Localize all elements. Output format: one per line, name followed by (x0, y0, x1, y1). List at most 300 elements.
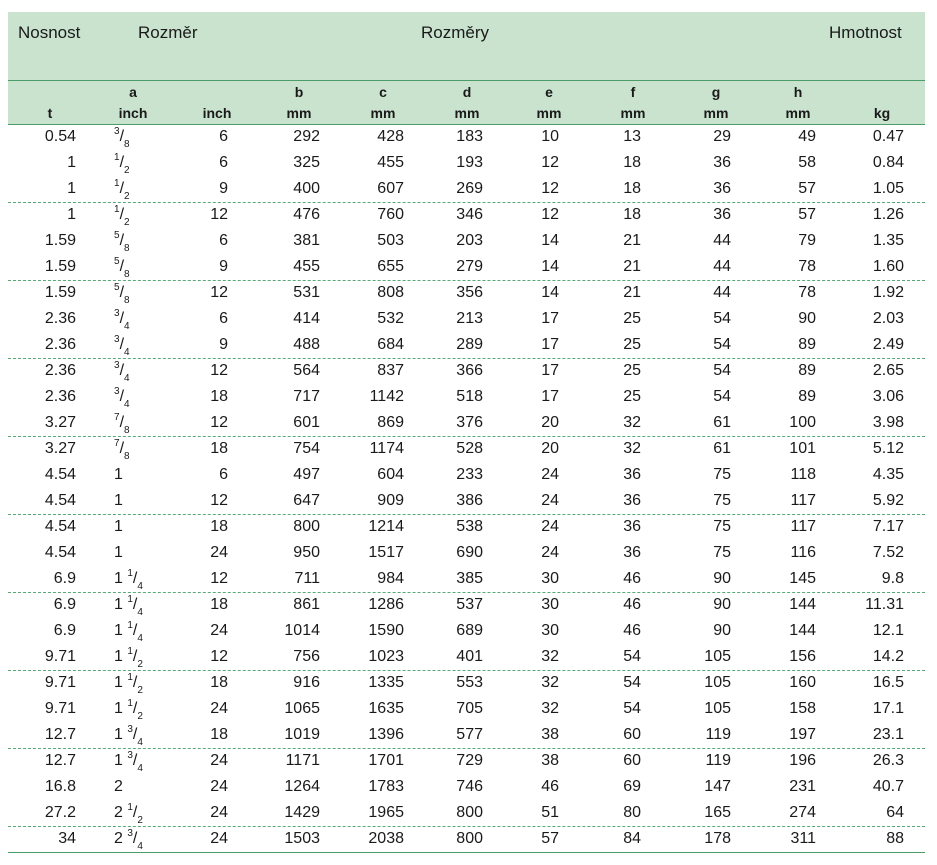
cell-capacity-t: 4.54 (44, 518, 76, 535)
cell-dim-b: 950 (293, 544, 320, 561)
cell-size-a-inch: $^1/_2$ (114, 203, 130, 229)
header-rozmer: Rozměr (138, 23, 198, 42)
cell-dim-g: 105 (704, 700, 731, 717)
cell-capacity-t: 6.9 (53, 622, 76, 639)
cell-size-a-inch: $^1/_2$ (114, 177, 130, 203)
cell-dim-d: 279 (456, 258, 483, 275)
cell-dim-e: 30 (541, 596, 559, 613)
cell-dim-d: 690 (456, 544, 483, 561)
cell-dim-b: 1065 (284, 700, 320, 717)
cell-size-inch: 6 (219, 128, 228, 145)
table-row (8, 697, 925, 723)
cell-dim-h: 156 (789, 648, 816, 665)
cell-dim-d: 376 (456, 414, 483, 431)
cell-size-a-inch: 1 $^1/_2$ (114, 671, 143, 697)
table-row (8, 749, 925, 775)
cell-dim-d: 729 (456, 752, 483, 769)
cell-dim-c: 604 (377, 466, 404, 483)
cell-dim-h: 89 (798, 388, 816, 405)
cell-capacity-t: 2.36 (44, 310, 76, 327)
cell-dim-f: 21 (623, 284, 641, 301)
cell-dim-b: 400 (293, 180, 320, 197)
cell-dim-c: 984 (377, 570, 404, 587)
cell-dim-f: 13 (623, 128, 641, 145)
cell-dim-h: 144 (789, 596, 816, 613)
cell-dim-d: 537 (456, 596, 483, 613)
cell-dim-g: 105 (704, 674, 731, 691)
cell-dim-c: 1965 (368, 804, 404, 821)
cell-size-a-inch: $^3/_4$ (114, 385, 130, 411)
cell-size-a-inch: $^7/_8$ (114, 437, 130, 463)
header-unit-t: t (47, 105, 53, 121)
cell-dim-h: 160 (789, 674, 816, 691)
cell-dim-g: 75 (713, 492, 731, 509)
cell-dim-g: 75 (713, 466, 731, 483)
cell-capacity-t: 4.54 (44, 544, 76, 561)
cell-weight-kg: 5.12 (872, 440, 904, 457)
cell-size-inch: 18 (210, 596, 228, 613)
cell-dim-e: 20 (541, 440, 559, 457)
table-row (8, 281, 925, 307)
cell-size-inch: 24 (210, 830, 228, 847)
cell-dim-e: 14 (541, 232, 559, 249)
cell-weight-kg: 0.47 (872, 128, 904, 145)
cell-dim-g: 119 (705, 726, 731, 743)
cell-dim-c: 684 (377, 336, 404, 353)
cell-dim-d: 203 (456, 232, 483, 249)
cell-dim-e: 46 (541, 778, 559, 795)
cell-dim-e: 38 (541, 752, 559, 769)
header-unit-inch: inch (202, 105, 232, 121)
cell-dim-h: 158 (789, 700, 816, 717)
cell-dim-d: 289 (456, 336, 483, 353)
cell-dim-c: 428 (377, 128, 404, 145)
cell-size-inch: 12 (210, 284, 228, 301)
cell-dim-b: 711 (294, 570, 320, 587)
cell-dim-c: 655 (377, 258, 404, 275)
cell-dim-b: 497 (293, 466, 320, 483)
table-row (8, 125, 925, 151)
cell-weight-kg: 1.92 (872, 284, 904, 301)
header-unit-d-mm: mm (454, 105, 480, 121)
cell-weight-kg: 17.1 (872, 700, 904, 717)
cell-dim-f: 54 (623, 648, 641, 665)
cell-dim-h: 117 (790, 518, 816, 535)
header-unit-h-mm: mm (785, 105, 811, 121)
cell-dim-c: 1142 (369, 388, 404, 405)
cell-dim-h: 274 (789, 804, 816, 821)
cell-size-inch: 18 (210, 388, 228, 405)
header-unit-b-mm: mm (286, 105, 312, 121)
cell-size-inch: 9 (219, 180, 228, 197)
cell-size-inch: 24 (210, 544, 228, 561)
cell-dim-f: 25 (623, 362, 641, 379)
cell-size-inch: 24 (210, 700, 228, 717)
cell-size-inch: 18 (210, 674, 228, 691)
table-row (8, 567, 925, 593)
header-hmotnost: Hmotnost (829, 23, 902, 42)
cell-dim-b: 1019 (284, 726, 320, 743)
cell-dim-h: 116 (790, 544, 816, 561)
table-row (8, 489, 925, 515)
cell-dim-d: 346 (456, 206, 483, 223)
cell-dim-d: 800 (456, 804, 483, 821)
cell-dim-e: 38 (541, 726, 559, 743)
cell-dim-f: 46 (623, 570, 641, 587)
cell-capacity-t: 1.59 (44, 258, 76, 275)
cell-dim-f: 36 (623, 492, 641, 509)
cell-size-a-inch: $^3/_8$ (114, 125, 130, 151)
cell-dim-h: 79 (798, 232, 816, 249)
header-unit-c-mm: mm (370, 105, 396, 121)
cell-capacity-t: 9.71 (44, 700, 76, 717)
cell-dim-h: 49 (798, 128, 816, 145)
cell-capacity-t: 2.36 (44, 336, 76, 353)
cell-dim-c: 532 (377, 310, 404, 327)
cell-dim-g: 29 (713, 128, 731, 145)
cell-size-a-inch: 2 $^3/_4$ (114, 827, 143, 853)
cell-weight-kg: 23.1 (872, 726, 904, 743)
cell-dim-e: 30 (541, 570, 559, 587)
cell-size-a-inch: 1 (114, 518, 123, 535)
cell-dim-f: 69 (623, 778, 641, 795)
table-row (8, 723, 925, 749)
cell-dim-d: 553 (456, 674, 483, 691)
cell-size-inch: 6 (219, 466, 228, 483)
cell-dim-e: 14 (541, 284, 559, 301)
cell-size-a-inch: 1 $^1/_2$ (114, 697, 143, 723)
cell-dim-g: 36 (713, 206, 731, 223)
cell-capacity-t: 1 (67, 154, 76, 171)
cell-dim-d: 193 (456, 154, 483, 171)
cell-dim-g: 165 (704, 804, 731, 821)
cell-dim-b: 381 (293, 232, 320, 249)
header-letter-e: e (545, 84, 553, 100)
cell-dim-g: 178 (704, 830, 731, 847)
table-row (8, 801, 925, 827)
cell-dim-c: 2038 (368, 830, 404, 847)
cell-weight-kg: 4.35 (872, 466, 904, 483)
cell-dim-d: 366 (456, 362, 483, 379)
cell-dim-f: 60 (623, 752, 641, 769)
cell-dim-g: 90 (713, 570, 731, 587)
cell-dim-f: 18 (623, 180, 641, 197)
cell-dim-h: 311 (790, 830, 816, 847)
cell-size-inch: 24 (210, 804, 228, 821)
cell-capacity-t: 6.9 (53, 570, 76, 587)
cell-dim-b: 1503 (284, 830, 320, 847)
cell-dim-e: 20 (541, 414, 559, 431)
cell-dim-e: 32 (541, 648, 559, 665)
cell-dim-g: 90 (713, 622, 731, 639)
cell-size-a-inch: 2 (114, 778, 123, 795)
cell-dim-g: 54 (713, 388, 731, 405)
cell-dim-e: 30 (541, 622, 559, 639)
cell-dim-d: 386 (456, 492, 483, 509)
header-unit-f-mm: mm (620, 105, 646, 121)
header-unit-e-mm: mm (536, 105, 562, 121)
cell-size-a-inch: 1 $^1/_4$ (114, 567, 143, 593)
cell-size-inch: 24 (210, 752, 228, 769)
table-body (8, 125, 925, 853)
cell-weight-kg: 0.84 (872, 154, 904, 171)
cell-dim-d: 705 (456, 700, 483, 717)
cell-dim-c: 1214 (368, 518, 404, 535)
cell-size-a-inch: $^5/_8$ (114, 229, 130, 255)
cell-dim-f: 36 (623, 466, 641, 483)
cell-dim-b: 756 (293, 648, 320, 665)
cell-dim-f: 36 (623, 544, 641, 561)
cell-dim-d: 233 (456, 466, 483, 483)
cell-size-inch: 6 (219, 310, 228, 327)
header-unit-kg: kg (873, 105, 891, 121)
cell-dim-g: 61 (713, 440, 731, 457)
table-row (8, 515, 925, 541)
cell-dim-c: 503 (377, 232, 404, 249)
cell-size-a-inch: $^3/_4$ (114, 359, 130, 385)
cell-dim-f: 18 (623, 154, 641, 171)
cell-dim-d: 528 (456, 440, 483, 457)
cell-size-a-inch: 1 $^1/_4$ (114, 619, 143, 645)
cell-dim-c: 1174 (369, 440, 404, 457)
cell-dim-f: 32 (623, 440, 641, 457)
header-letter-f: f (630, 84, 636, 100)
cell-size-inch: 18 (210, 440, 228, 457)
table-row (8, 307, 925, 333)
cell-capacity-t: 1.59 (44, 284, 76, 301)
cell-dim-h: 100 (789, 414, 816, 431)
cell-size-inch: 12 (210, 414, 228, 431)
cell-dim-d: 518 (456, 388, 483, 405)
table-row (8, 827, 925, 853)
cell-dim-g: 147 (704, 778, 731, 795)
cell-dim-b: 414 (293, 310, 320, 327)
cell-dim-f: 21 (623, 258, 641, 275)
cell-dim-f: 54 (623, 674, 641, 691)
cell-dim-c: 1396 (368, 726, 404, 743)
table-row (8, 203, 925, 229)
cell-dim-h: 118 (790, 466, 816, 483)
cell-weight-kg: 14.2 (872, 648, 904, 665)
cell-dim-c: 1286 (368, 596, 404, 613)
cell-dim-c: 1590 (368, 622, 404, 639)
cell-weight-kg: 40.7 (872, 778, 904, 795)
cell-dim-f: 25 (623, 336, 641, 353)
cell-weight-kg: 7.17 (872, 518, 904, 535)
cell-capacity-t: 2.36 (44, 388, 76, 405)
cell-capacity-t: 6.9 (53, 596, 76, 613)
cell-weight-kg: 64 (886, 804, 904, 821)
cell-capacity-t: 12.7 (44, 752, 76, 769)
table-row (8, 255, 925, 281)
header-unit-g-mm: mm (703, 105, 729, 121)
cell-dim-f: 84 (623, 830, 641, 847)
cell-dim-h: 231 (789, 778, 816, 795)
cell-size-a-inch: $^5/_8$ (114, 281, 130, 307)
cell-dim-c: 607 (377, 180, 404, 197)
table-row (8, 593, 925, 619)
cell-size-a-inch: 1 (114, 544, 123, 561)
cell-dim-e: 12 (541, 206, 559, 223)
cell-dim-b: 1171 (285, 752, 320, 769)
header-nosnost: Nosnost (18, 23, 81, 42)
cell-size-inch: 24 (210, 622, 228, 639)
cell-dim-e: 17 (541, 388, 559, 405)
cell-dim-g: 119 (705, 752, 731, 769)
cell-weight-kg: 26.3 (872, 752, 904, 769)
cell-dim-d: 577 (456, 726, 483, 743)
cell-dim-f: 60 (623, 726, 641, 743)
cell-dim-c: 808 (377, 284, 404, 301)
cell-dim-f: 54 (623, 700, 641, 717)
cell-dim-b: 476 (293, 206, 320, 223)
table-row (8, 619, 925, 645)
cell-dim-d: 800 (456, 830, 483, 847)
cell-dim-d: 385 (456, 570, 483, 587)
cell-weight-kg: 5.92 (872, 492, 904, 509)
cell-dim-e: 17 (541, 362, 559, 379)
cell-dim-g: 44 (713, 232, 731, 249)
cell-size-inch: 9 (219, 336, 228, 353)
cell-size-a-inch: $^1/_2$ (114, 151, 130, 177)
cell-weight-kg: 88 (886, 830, 904, 847)
cell-weight-kg: 3.98 (872, 414, 904, 431)
cell-size-inch: 18 (210, 726, 228, 743)
cell-dim-f: 21 (623, 232, 641, 249)
cell-size-a-inch: $^7/_8$ (114, 411, 130, 437)
cell-size-inch: 18 (210, 518, 228, 535)
cell-dim-f: 36 (623, 518, 641, 535)
cell-dim-h: 57 (798, 180, 816, 197)
cell-dim-g: 54 (713, 310, 731, 327)
cell-capacity-t: 9.71 (44, 648, 76, 665)
cell-size-inch: 12 (210, 362, 228, 379)
cell-dim-e: 32 (541, 674, 559, 691)
header-units-row (8, 81, 925, 125)
table-row (8, 671, 925, 697)
header-letter-h: h (793, 84, 803, 100)
header-letter-d: d (462, 84, 472, 100)
cell-dim-e: 12 (541, 180, 559, 197)
cell-weight-kg: 1.60 (872, 258, 904, 275)
cell-size-a-inch: 1 (114, 466, 123, 483)
cell-weight-kg: 7.52 (872, 544, 904, 561)
cell-dim-f: 25 (623, 388, 641, 405)
header-letter-c: c (379, 84, 387, 100)
cell-size-inch: 12 (210, 206, 228, 223)
cell-dim-c: 455 (377, 154, 404, 171)
cell-size-a-inch: $^5/_8$ (114, 255, 130, 281)
cell-dim-b: 861 (293, 596, 320, 613)
cell-weight-kg: 2.49 (872, 336, 904, 353)
cell-size-a-inch: 1 (114, 492, 123, 509)
cell-size-inch: 9 (219, 258, 228, 275)
cell-dim-f: 32 (623, 414, 641, 431)
cell-dim-h: 89 (798, 336, 816, 353)
cell-size-a-inch: 1 $^3/_4$ (114, 723, 143, 749)
cell-dim-b: 800 (293, 518, 320, 535)
cell-weight-kg: 3.06 (872, 388, 904, 405)
table-row (8, 541, 925, 567)
cell-size-inch: 12 (210, 648, 228, 665)
cell-dim-h: 145 (789, 570, 816, 587)
cell-dim-b: 1014 (284, 622, 320, 639)
header-rozmery: Rozměry (421, 23, 490, 42)
cell-size-a-inch: $^3/_4$ (114, 333, 130, 359)
cell-dim-c: 1517 (368, 544, 404, 561)
cell-capacity-t: 1 (67, 206, 76, 223)
cell-dim-b: 601 (293, 414, 320, 431)
cell-dim-c: 1635 (368, 700, 404, 717)
cell-dim-e: 24 (541, 518, 559, 535)
cell-capacity-t: 34 (58, 830, 76, 847)
cell-dim-b: 717 (293, 388, 320, 405)
table-row (8, 177, 925, 203)
cell-weight-kg: 9.8 (881, 570, 904, 587)
cell-dim-g: 54 (713, 336, 731, 353)
cell-dim-g: 75 (713, 544, 731, 561)
table-row (8, 385, 925, 411)
cell-capacity-t: 4.54 (44, 492, 76, 509)
cell-dim-b: 564 (293, 362, 320, 379)
table-row (8, 411, 925, 437)
cell-dim-e: 32 (541, 700, 559, 717)
cell-dim-d: 213 (456, 310, 483, 327)
cell-weight-kg: 1.26 (872, 206, 904, 223)
header-letter-g: g (711, 84, 721, 100)
cell-dim-h: 58 (798, 154, 816, 171)
cell-dim-h: 197 (789, 726, 816, 743)
cell-size-a-inch: 1 $^3/_4$ (114, 749, 143, 775)
cell-dim-f: 46 (623, 622, 641, 639)
cell-size-a-inch: 1 $^1/_4$ (114, 593, 143, 619)
header-unit-a-inch: inch (118, 105, 148, 121)
cell-dim-b: 292 (293, 128, 320, 145)
cell-dim-c: 760 (377, 206, 404, 223)
cell-dim-d: 183 (456, 128, 483, 145)
cell-dim-b: 647 (293, 492, 320, 509)
cell-dim-c: 1023 (368, 648, 404, 665)
table-row (8, 463, 925, 489)
cell-size-inch: 6 (219, 232, 228, 249)
cell-dim-e: 17 (541, 310, 559, 327)
cell-dim-g: 54 (713, 362, 731, 379)
cell-dim-d: 538 (456, 518, 483, 535)
table-row (8, 437, 925, 463)
cell-dim-e: 17 (541, 336, 559, 353)
dimension-table (8, 12, 925, 853)
cell-dim-b: 754 (293, 440, 320, 457)
cell-dim-c: 1783 (368, 778, 404, 795)
cell-dim-f: 18 (623, 206, 641, 223)
table-row (8, 359, 925, 385)
cell-size-inch: 6 (219, 154, 228, 171)
cell-dim-d: 401 (456, 648, 483, 665)
cell-dim-b: 455 (293, 258, 320, 275)
cell-dim-h: 78 (798, 284, 816, 301)
cell-weight-kg: 2.03 (872, 310, 904, 327)
cell-dim-g: 61 (713, 414, 731, 431)
cell-dim-b: 531 (293, 284, 320, 301)
cell-dim-g: 90 (713, 596, 731, 613)
cell-dim-e: 10 (541, 128, 559, 145)
cell-size-inch: 12 (210, 492, 228, 509)
cell-capacity-t: 2.36 (44, 362, 76, 379)
header-letter-b: b (294, 84, 304, 100)
cell-dim-b: 325 (293, 154, 320, 171)
cell-dim-b: 488 (293, 336, 320, 353)
table-row (8, 645, 925, 671)
